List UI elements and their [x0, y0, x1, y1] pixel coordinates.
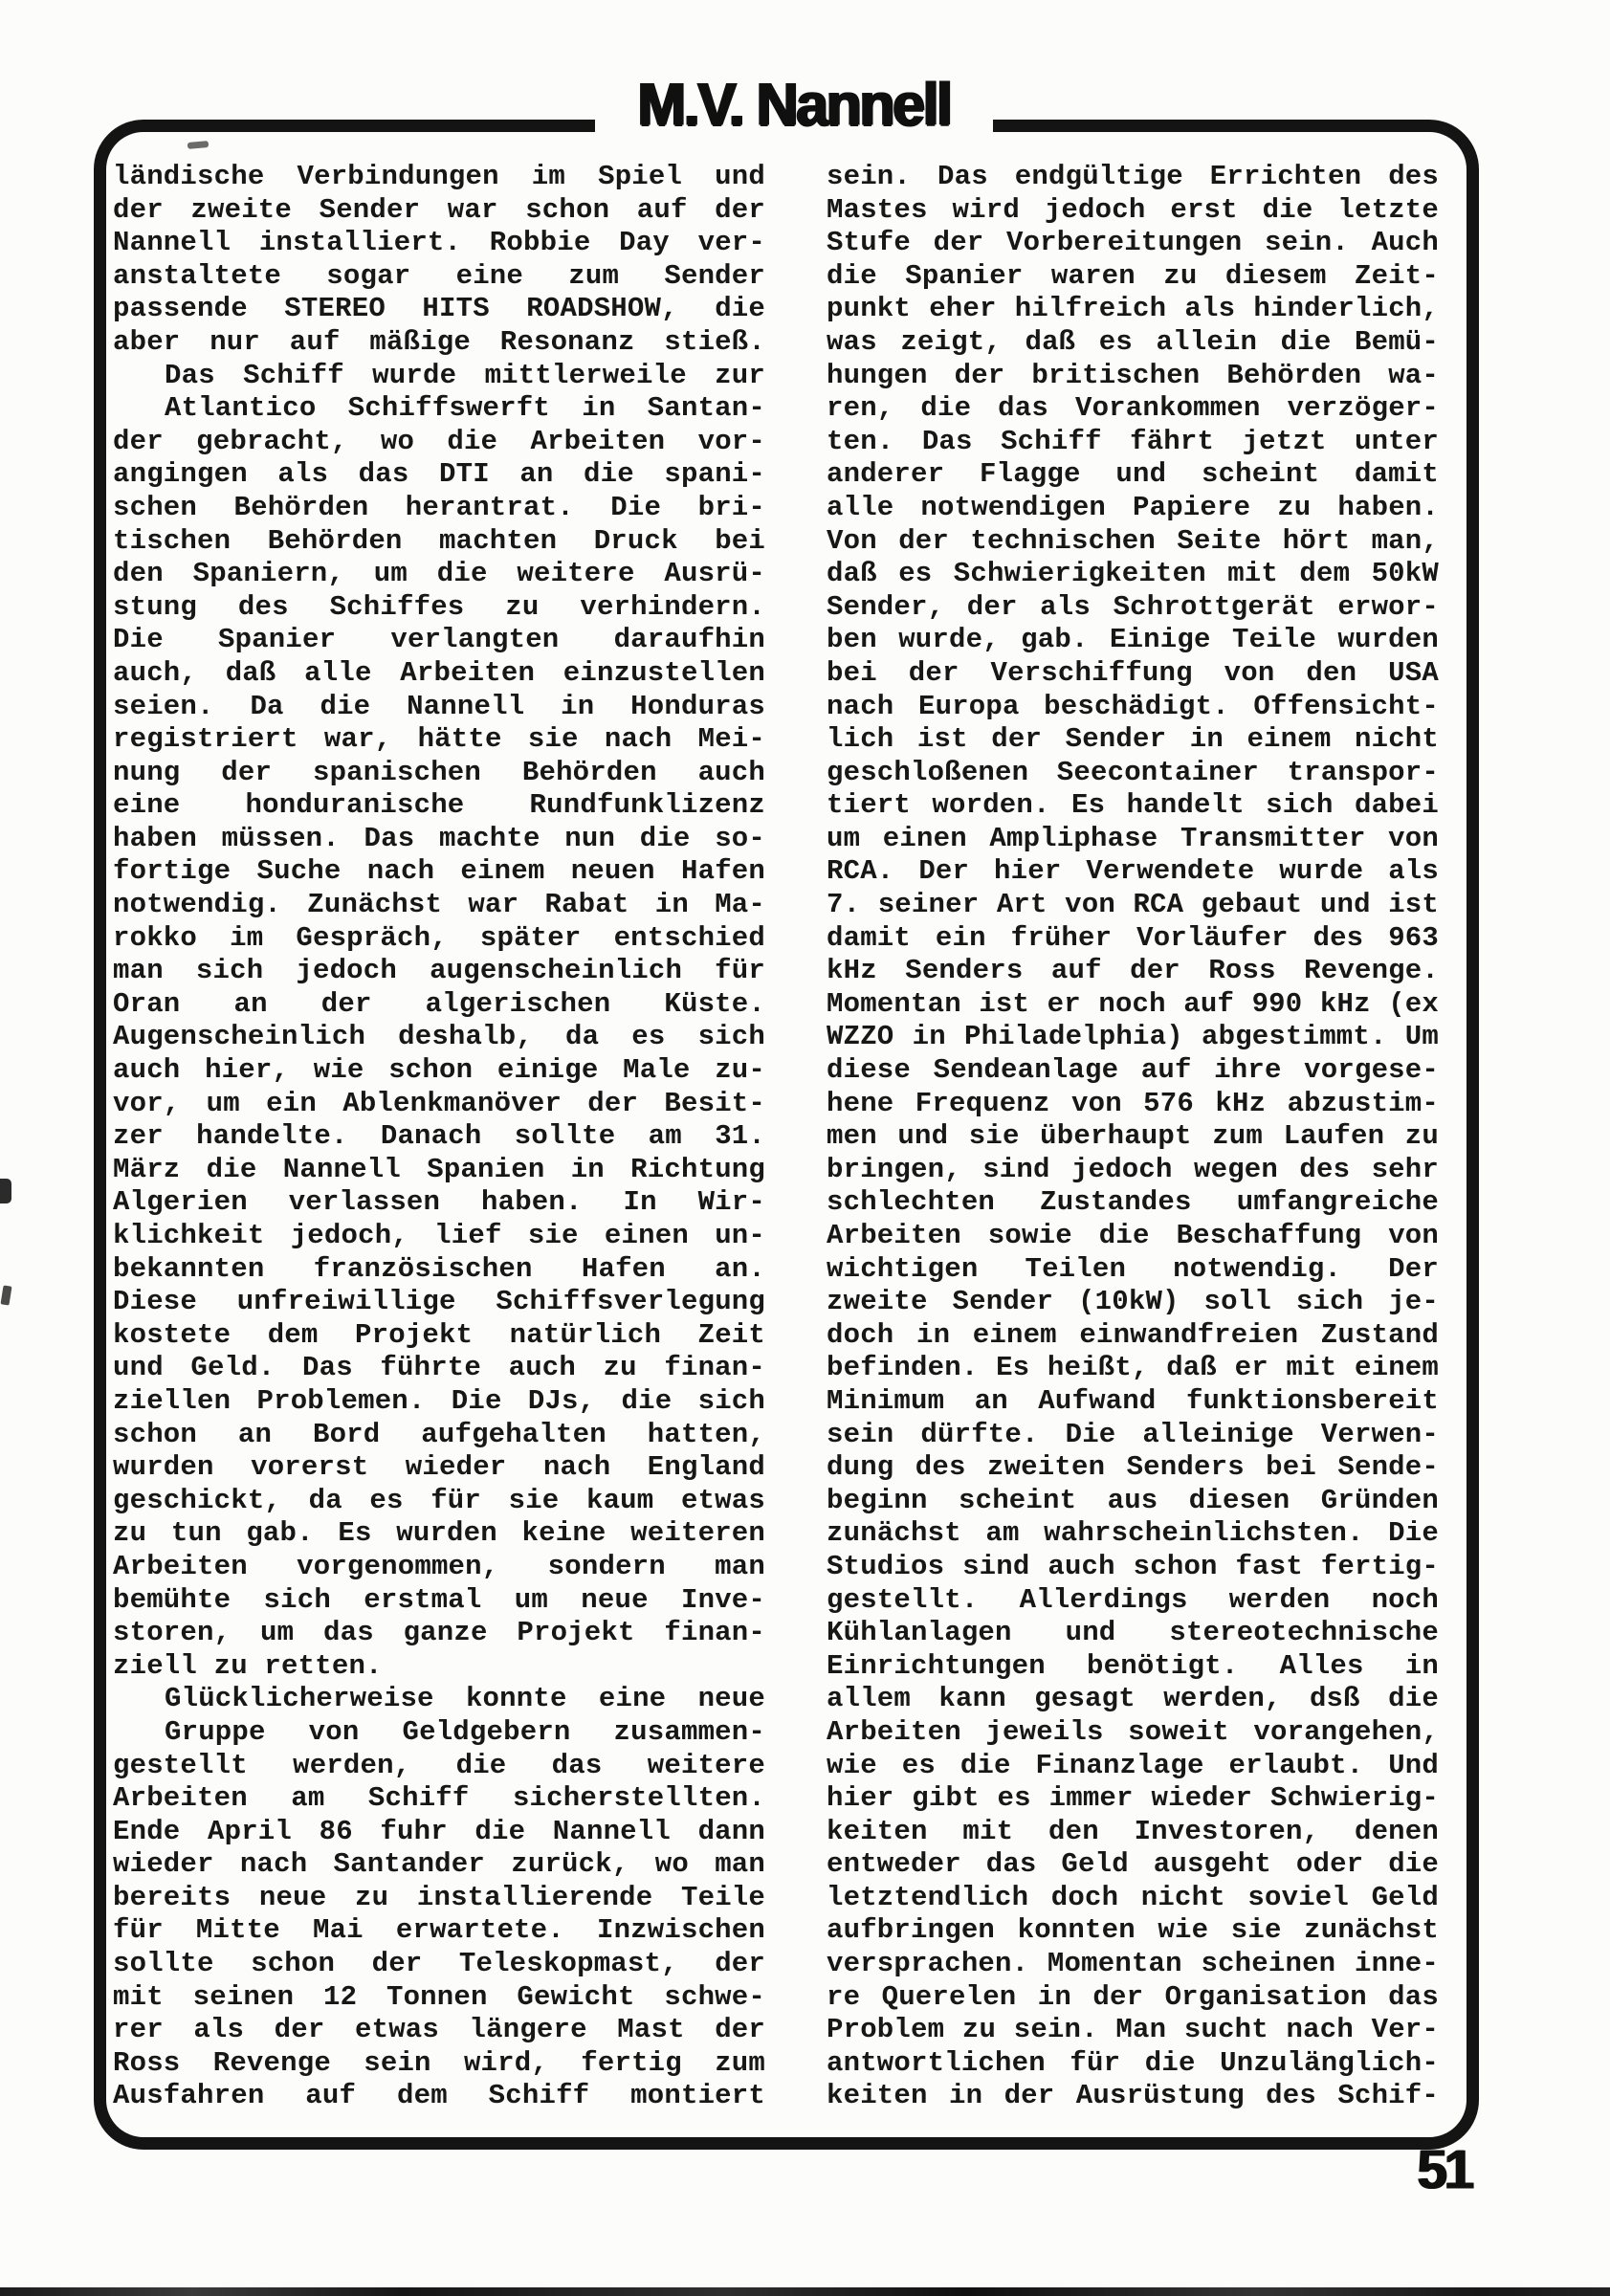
text-line: Problem zu sein. Man sucht nach Ver- — [827, 2014, 1439, 2046]
text-line: men und sie überhaupt zum Laufen zu — [827, 1120, 1439, 1153]
text-line: bringen, sind jedoch wegen des sehr — [827, 1153, 1439, 1185]
text-line: aufbringen konnten wie sie zunächst — [827, 1914, 1439, 1947]
text-line: Minimum an Aufwand funktionsbereit — [827, 1384, 1439, 1417]
text-line: ren, die das Vorankommen verzöger- — [827, 392, 1439, 425]
text-line: allem kann gesagt werden, dsß die — [827, 1683, 1439, 1715]
text-line: Sender, der als Schrottgerät erwor- — [827, 590, 1439, 623]
text-line: Oran an der algerischen Küste. — [113, 987, 765, 1020]
text-line: Kühlanlagen und stereotechnische — [827, 1617, 1439, 1649]
text-line: beginn scheint aus diesen Gründen — [827, 1484, 1439, 1516]
text-line: bemühte sich erstmal um neue Inve- — [113, 1583, 765, 1616]
text-line: aber nur auf mäßige Resonanz stieß. — [113, 325, 765, 358]
page-title: M.V. Nannell — [637, 70, 951, 139]
text-line: Atlantico Schiffswerft in Santan- — [165, 392, 765, 425]
text-line: hier gibt es immer wieder Schwierig- — [827, 1782, 1439, 1815]
text-line: registriert war, hätte sie nach Mei- — [113, 723, 765, 756]
text-line: zunächst am wahrscheinlichsten. Die — [827, 1517, 1439, 1550]
text-line: Arbeiten vorgenommen, sondern man — [113, 1550, 765, 1582]
text-line: eine honduranische Rundfunklizenz — [113, 789, 765, 822]
text-line: auch, daß alle Arbeiten einzustellen — [113, 656, 765, 689]
text-line: storen, um das ganze Projekt finan- — [113, 1617, 765, 1649]
text-line: 7. seiner Art von RCA gebaut und ist — [827, 889, 1439, 921]
text-line: sein dürfte. Die alleinige Verwen- — [827, 1418, 1439, 1450]
text-line: seien. Da die Nannell in Honduras — [113, 690, 765, 722]
text-line: auch hier, wie schon einige Male zu- — [113, 1054, 765, 1087]
text-line: haben müssen. Das machte nun die so- — [113, 822, 765, 854]
text-line: Ausfahren auf dem Schiff montiert — [113, 2080, 765, 2112]
text-line: Einrichtungen benötigt. Alles in — [827, 1649, 1439, 1682]
text-line: Glücklicherweise konnte eine neue — [165, 1683, 765, 1715]
text-line: Stufe der Vorbereitungen sein. Auch — [827, 227, 1439, 259]
text-line: hene Frequenz von 576 kHz abzustim- — [827, 1087, 1439, 1119]
text-line: wichtigen Teilen notwendig. Der — [827, 1252, 1439, 1285]
text-line: notwendig. Zunächst war Rabat in Ma- — [113, 889, 765, 921]
text-line: schlechten Zustandes umfangreiche — [827, 1186, 1439, 1219]
text-line: anstaltete sogar eine zum Sender — [113, 259, 765, 292]
masthead — [595, 59, 993, 139]
text-line: die Spanier waren zu diesem Zeit- — [827, 259, 1439, 292]
text-line: keiten mit den Investoren, denen — [827, 1815, 1439, 1847]
text-line: kHz Senders auf der Ross Revenge. — [827, 955, 1439, 987]
article-column-left — [113, 161, 765, 2113]
text-line: re Querelen in der Organisation das — [827, 1980, 1439, 2013]
text-line: letztendlich doch nicht soviel Geld — [827, 1881, 1439, 1913]
text-line: ben wurde, gab. Einige Teile wurden — [827, 624, 1439, 656]
text-line: und Geld. Das führte auch zu finan- — [113, 1352, 765, 1384]
text-line: sein. Das endgültige Errichten des — [827, 161, 1439, 192]
text-line: dung des zweiten Senders bei Sende- — [827, 1451, 1439, 1484]
text-line: nach Europa beschädigt. Offensicht- — [827, 690, 1439, 722]
scan-edge-shadow — [0, 2287, 1610, 2296]
text-line: rer als der etwas längere Mast der — [113, 2014, 765, 2046]
text-line: kostete dem Projekt natürlich Zeit — [113, 1318, 765, 1351]
text-line: tischen Behörden machten Druck bei — [113, 524, 765, 557]
text-line: punkt eher hilfreich als hinderlich, — [827, 293, 1439, 325]
scan-artifact-edge-mark — [0, 1285, 11, 1305]
text-line: rokko im Gespräch, später entschied — [113, 921, 765, 954]
text-line: klichkeit jedoch, lief sie einen un- — [113, 1220, 765, 1251]
page-number: 51 — [1417, 2138, 1471, 2200]
text-line: bei der Verschiffung von den USA — [827, 656, 1439, 689]
text-line: Arbeiten jeweils soweit vorangehen, — [827, 1715, 1439, 1748]
text-line: wie es die Finanzlage erlaubt. Und — [827, 1749, 1439, 1781]
text-line: Von der technischen Seite hört man, — [827, 524, 1439, 557]
text-line: Gruppe von Geldgebern zusammen- — [165, 1715, 765, 1748]
text-line: Studios sind auch schon fast fertig- — [827, 1550, 1439, 1582]
text-line: um einen Ampliphase Transmitter von — [827, 822, 1439, 854]
text-line: zer handelte. Danach sollte am 31. — [113, 1120, 765, 1153]
text-line: mit seinen 12 Tonnen Gewicht schwe- — [113, 1980, 765, 2013]
text-line: bekannten französischen Hafen an. — [113, 1252, 765, 1285]
text-line: der gebracht, wo die Arbeiten vor- — [113, 425, 765, 457]
text-line: Das Schiff wurde mittlerweile zur — [165, 359, 765, 391]
text-line: keiten in der Ausrüstung des Schif- — [827, 2080, 1439, 2112]
text-line: ten. Das Schiff fährt jetzt unter — [827, 425, 1439, 457]
text-line: Arbeiten am Schiff sicherstellten. — [113, 1782, 765, 1815]
text-line: schen Behörden herantrat. Die bri- — [113, 491, 765, 523]
text-line: ziellen Problemen. Die DJs, die sich — [113, 1384, 765, 1417]
text-line: zweite Sender (10kW) soll sich je- — [827, 1286, 1439, 1318]
text-line: anderer Flagge und scheint damit — [827, 458, 1439, 491]
text-line: damit ein früher Vorläufer des 963 — [827, 921, 1439, 954]
text-line: entweder das Geld ausgeht oder die — [827, 1848, 1439, 1881]
text-line: man sich jedoch augenscheinlich für — [113, 955, 765, 987]
text-line: schon an Bord aufgehalten hatten, — [113, 1418, 765, 1450]
text-line: bereits neue zu installierende Teile — [113, 1881, 765, 1913]
text-line: doch in einem einwandfreien Zustand — [827, 1318, 1439, 1351]
text-line: versprachen. Momentan scheinen inne- — [827, 1948, 1439, 1980]
text-line: Momentan ist er noch auf 990 kHz (ex — [827, 987, 1439, 1020]
text-line: den Spaniern, um die weitere Ausrü- — [113, 558, 765, 590]
text-line: nung der spanischen Behörden auch — [113, 756, 765, 788]
text-line: WZZO in Philadelphia) abgestimmt. Um — [827, 1021, 1439, 1053]
text-line: Algerien verlassen haben. In Wir- — [113, 1186, 765, 1219]
text-line: stung des Schiffes zu verhindern. — [113, 590, 765, 623]
text-line: was zeigt, daß es allein die Bemü- — [827, 325, 1439, 358]
text-line: tiert worden. Es handelt sich dabei — [827, 789, 1439, 822]
text-line: hungen der britischen Behörden wa- — [827, 359, 1439, 391]
text-line: befinden. Es heißt, daß er mit einem — [827, 1352, 1439, 1384]
text-line: Diese unfreiwillige Schiffsverlegung — [113, 1286, 765, 1318]
text-line: diese Sendeanlage auf ihre vorgese- — [827, 1054, 1439, 1087]
text-line: daß es Schwierigkeiten mit dem 50kW — [827, 558, 1439, 590]
text-line: antwortlichen für die Unzulänglich- — [827, 2046, 1439, 2079]
text-line: ziell zu retten. — [113, 1649, 383, 1682]
text-line: für Mitte Mai erwartete. Inzwischen — [113, 1914, 765, 1947]
text-line: geschickt, da es für sie kaum etwas — [113, 1484, 765, 1516]
text-line: gestellt werden, die das weitere — [113, 1749, 765, 1781]
text-line: vor, um ein Ablenkmanöver der Besit- — [113, 1087, 765, 1119]
text-line: Mastes wird jedoch erst die letzte — [827, 193, 1439, 226]
text-line: passende STEREO HITS ROADSHOW, die — [113, 293, 765, 325]
text-line: Ende April 86 fuhr die Nannell dann — [113, 1815, 765, 1847]
text-line: ländische Verbindungen im Spiel und — [113, 161, 765, 192]
scan-artifact-edge-mark — [0, 1179, 11, 1203]
text-line: wurden vorerst wieder nach England — [113, 1451, 765, 1484]
text-line: zu tun gab. Es wurden keine weiteren — [113, 1517, 765, 1550]
text-line: sollte schon der Teleskopmast, der — [113, 1948, 765, 1980]
text-line: angingen als das DTI an die spani- — [113, 458, 765, 491]
text-line: fortige Suche nach einem neuen Hafen — [113, 855, 765, 888]
text-line: Die Spanier verlangten daraufhin — [113, 624, 765, 656]
text-line: lich ist der Sender in einem nicht — [827, 723, 1439, 756]
text-line: März die Nannell Spanien in Richtung — [113, 1153, 765, 1185]
text-line: geschloßenen Seecontainer transpor- — [827, 756, 1439, 788]
text-line: der zweite Sender war schon auf der — [113, 193, 765, 226]
text-line: RCA. Der hier Verwendete wurde als — [827, 855, 1439, 888]
text-line: Nannell installiert. Robbie Day ver- — [113, 227, 765, 259]
text-line: wieder nach Santander zurück, wo man — [113, 1848, 765, 1881]
text-line: Arbeiten sowie die Beschaffung von — [827, 1220, 1439, 1251]
text-line: Ross Revenge sein wird, fertig zum — [113, 2046, 765, 2079]
text-line: alle notwendigen Papiere zu haben. — [827, 491, 1439, 523]
text-line: Augenscheinlich deshalb, da es sich — [113, 1021, 765, 1053]
text-line: gestellt. Allerdings werden noch — [827, 1583, 1439, 1616]
article-column-right — [827, 161, 1439, 2113]
